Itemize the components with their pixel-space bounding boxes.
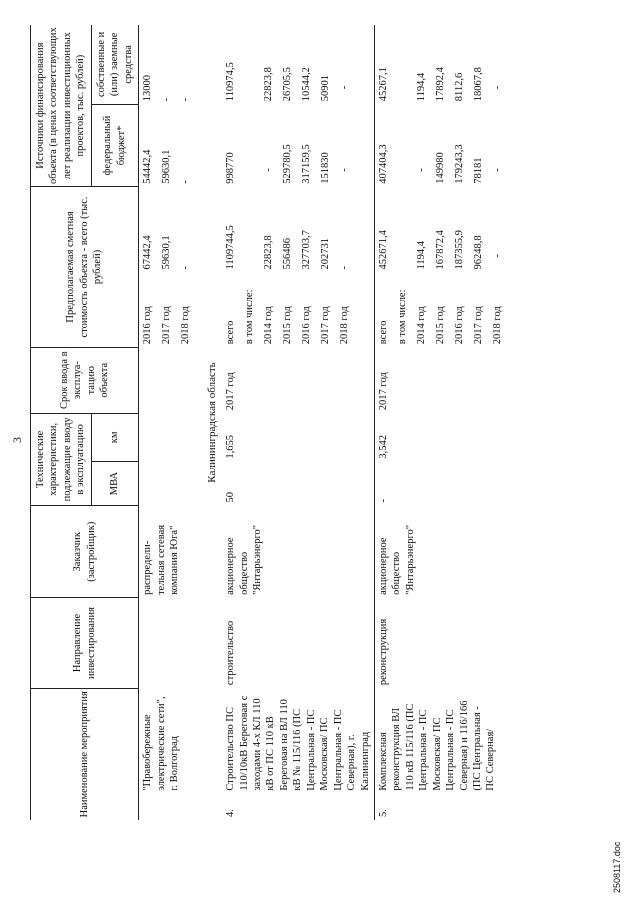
continuation-federal: 54442,4 59630,1 -: [142, 149, 192, 184]
table-row-item-5: [374, 25, 512, 820]
table-row-continuation: [139, 25, 201, 820]
item-km: 1,655: [225, 434, 237, 459]
item-number: 4.: [225, 809, 237, 817]
header-funding: Источники финансирования объекта (в ценах соответствующих лет реализации инвестиционных проектов, тыс. рублей): [31, 25, 92, 187]
footer-filename: 2508117.doc: [612, 841, 622, 893]
item-years: всего в том числе: 2014 год 2015 год 2016 год 2017 год 2018 год: [225, 289, 351, 345]
item-customer: акционерное общество "Янтарьэнерго": [374, 506, 512, 598]
item-commission: 2017 год: [374, 347, 512, 413]
continuation-name: "Правобережные электрические сети", г. Волгоград: [142, 696, 180, 791]
item-name: Строительство ПС 110/10кВ Береговая с заходами 4-х КЛ 110 кВ от ПС 110 кВ Береговая на ВЛ 110 кВ № 115/116 (ПС Центральная - ПС Московская/ ПС Центральная - ПС Северная), г. Калининград: [225, 695, 371, 791]
item-direction: строительство: [225, 620, 237, 686]
item-name: Комплексная реконструкция ВЛ 110 кВ 115/116 (ПС Центральная - ПС Московская/ ПС Центральная - ПС Северная) и 116/166 (ПС Центральная - ПС Северная/: [374, 688, 512, 794]
item-commission: 2017 год: [225, 372, 237, 411]
header-tech: Технические характеристики, подлежащие вводу в эксплуатацию: [31, 413, 92, 505]
continuation-customer: распредели- тельная сетевая компания Юга": [142, 524, 180, 595]
header-tech-km: км: [91, 413, 138, 461]
header-tech-mva: МВА: [91, 462, 138, 506]
item-cost: 452671,4 1194,4 167872,4 187355,9 96248,8 -: [374, 187, 512, 273]
item-federal: 407404,3 - 149980 179243,3 78181 -: [374, 104, 512, 186]
investment-table: [30, 25, 512, 820]
item-own: 45267,1 1194,4 17892,4 8112,6 18067,8 -: [374, 25, 512, 104]
page-number: 3: [10, 437, 24, 443]
item-cost: 1109744,5 22823,8 556486 327703,7 202731 -: [225, 225, 351, 270]
item-mva: 50: [225, 492, 237, 503]
header-funding-federal: федеральный бюджет*: [91, 104, 138, 186]
item-mva: -: [374, 462, 512, 506]
header-funding-own: собственные и (или) заемные средства: [91, 25, 138, 104]
table-row-item-4: [222, 25, 374, 820]
item-federal: 998770 - 529780,5 317159,5 151830 -: [225, 144, 351, 184]
continuation-own: 13000 - -: [142, 75, 192, 102]
header-commission: Срок ввода в эксплуа- тацию объекта: [31, 347, 139, 413]
continuation-years: 2016 год 2017 год 2018 год: [142, 306, 192, 345]
item-km: 3,542: [374, 413, 512, 461]
header-name: Наименование мероприятия: [31, 688, 139, 820]
item-customer: акционерное общество "Янтарьэнерго": [225, 524, 264, 595]
region-title: Калининградская область: [206, 362, 219, 483]
header-customer: Заказчик (застройщик): [31, 506, 139, 598]
region-row: [200, 25, 222, 820]
item-years: всего в том числе: 2014 год 2015 год 2016 год 2017 год 2018 год: [374, 272, 512, 347]
item-direction: реконструкция: [374, 598, 512, 688]
continuation-cost: 67442,4 59630,1 -: [142, 235, 192, 270]
item-number: 5.: [374, 794, 512, 820]
header-cost: Предполагаемая сметная стоимость объекта - всего (тыс. рублей): [31, 187, 139, 348]
header-direction: Направление инвестирования: [31, 598, 139, 688]
item-own: 110974,5 22823,8 26705,5 10544,2 50901 -: [225, 62, 351, 102]
